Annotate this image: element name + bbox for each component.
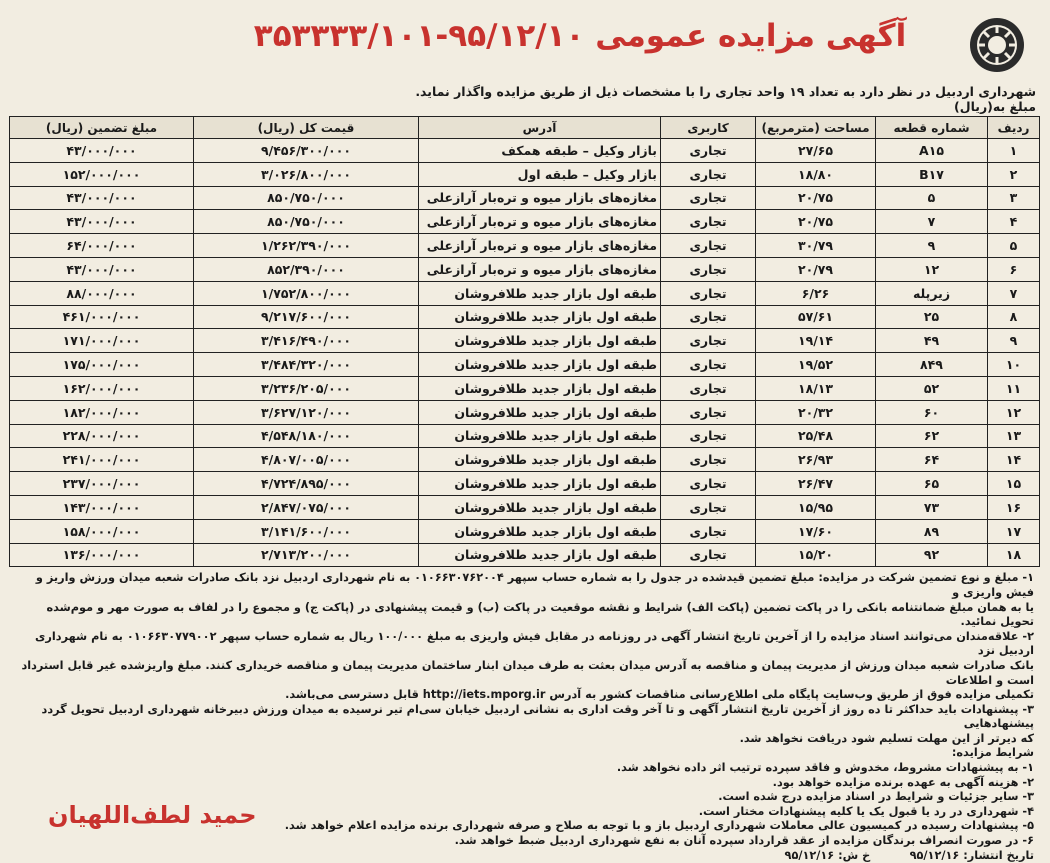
table-row: [10, 495, 1040, 519]
table-cell: ۳: [988, 186, 1040, 210]
table-cell: تجاری: [661, 210, 756, 234]
table-cell: ۲۰/۷۵: [756, 210, 876, 234]
table-cell: ۱۸/۱۳: [756, 376, 876, 400]
table-cell: ۱/۷۵۲/۸۰۰/۰۰۰: [194, 281, 419, 305]
table-cell: ۳/۲۳۶/۲۰۵/۰۰۰: [194, 376, 419, 400]
table-cell: ۹۲: [876, 543, 988, 567]
table-cell: ۵: [876, 186, 988, 210]
table-cell: مغازه‌های بازار میوه و تره‌بار آرازعلی: [419, 234, 661, 258]
table-cell: مغازه‌های بازار میوه و تره‌بار آرازعلی: [419, 257, 661, 281]
table-cell: B۱۷: [876, 162, 988, 186]
column-header: مبلغ تضمین (ریال): [10, 117, 194, 139]
table-cell: ۲۲۸/۰۰۰/۰۰۰: [10, 424, 194, 448]
intro-text: [10, 84, 1040, 114]
table-cell: ۶۴/۰۰۰/۰۰۰: [10, 234, 194, 258]
table-row: [10, 543, 1040, 567]
notice-header: [10, 8, 1040, 70]
table-cell: ۴/۷۲۴/۸۹۵/۰۰۰: [194, 472, 419, 496]
table-row: [10, 376, 1040, 400]
table-cell: ۱: [988, 139, 1040, 163]
table-cell: ۳/۶۲۷/۱۲۰/۰۰۰: [194, 400, 419, 424]
table-row: [10, 186, 1040, 210]
column-header: شماره قطعه: [876, 117, 988, 139]
table-cell: ۱۵: [988, 472, 1040, 496]
table-cell: ۲۰/۷۵: [756, 186, 876, 210]
note-line: ۱- مبلغ و نوع تضمین شرکت در مزایده: مبلغ تضمین قیدشده در جدول را به شماره حساب سپهر ۰۱۰۶۶۳۰۷۶۲۰۰۴ به نام شهرداری اردبیل نزد بانک صادرات شعبه میدان ورزش واریز و فیش واریزی و: [35, 571, 1034, 599]
table-cell: ۱۹/۱۴: [756, 329, 876, 353]
table-cell: ۲۵/۴۸: [756, 424, 876, 448]
table-cell: ۴/۵۴۸/۱۸۰/۰۰۰: [194, 424, 419, 448]
table-cell: ۱۴۳/۰۰۰/۰۰۰: [10, 495, 194, 519]
note-line: ۵- پیشنهادات رسیده در کمیسیون عالی معاملات شهرداری اردبیل باز و با توجه به صلاح و صرفه شهرداری برنده مزایده اعلام خواهد شد.: [284, 819, 1034, 833]
note-line: ۶- در صورت انصراف برندگان مزایده از عقد قرارداد سپرده آنان به نفع شهرداری اردبیل ضبط خواهد شد.: [454, 834, 1034, 848]
table-cell: ۹/۴۵۶/۳۰۰/۰۰۰: [194, 139, 419, 163]
table-cell: تجاری: [661, 305, 756, 329]
table-row: [10, 281, 1040, 305]
note-line: که دیرتر از این مهلت تسلیم شود دریافت نخواهد شد.: [739, 731, 1034, 745]
table-cell: ۳/۱۴۱/۶۰۰/۰۰۰: [194, 519, 419, 543]
table-cell: تجاری: [661, 162, 756, 186]
table-cell: ۸۸/۰۰۰/۰۰۰: [10, 281, 194, 305]
table-cell: مغازه‌های بازار میوه و تره‌بار آرازعلی: [419, 186, 661, 210]
publish-date: تاریخ انتشار: ۹۵/۱۲/۱۶: [909, 848, 1034, 862]
table-cell: طبقه اول بازار جدید طلافروشان: [419, 519, 661, 543]
table-cell: ۱۸/۸۰: [756, 162, 876, 186]
table-cell: تجاری: [661, 329, 756, 353]
table-cell: تجاری: [661, 424, 756, 448]
table-cell: ۴۶۱/۰۰۰/۰۰۰: [10, 305, 194, 329]
table-cell: ۱۷/۶۰: [756, 519, 876, 543]
table-cell: ۲/۸۴۷/۰۷۵/۰۰۰: [194, 495, 419, 519]
table-cell: ۱۳۶/۰۰۰/۰۰۰: [10, 543, 194, 567]
table-cell: ۲: [988, 162, 1040, 186]
table-cell: زیرپله: [876, 281, 988, 305]
table-cell: ۱۴: [988, 448, 1040, 472]
table-cell: ۷۳: [876, 495, 988, 519]
note-line: ۲- هزینه آگهی به عهده برنده مزایده خواهد بود.: [772, 775, 1034, 789]
note-line: ۱- به پیشنهادات مشروط، مخدوش و فاقد سپرده ترتیب اثر داده نخواهد شد.: [616, 761, 1034, 775]
lots-table: [9, 116, 1040, 567]
table-row: [10, 353, 1040, 377]
table-cell: ۲/۷۱۳/۲۰۰/۰۰۰: [194, 543, 419, 567]
unit-note: مبلغ به(ریال): [954, 99, 1036, 114]
table-row: [10, 305, 1040, 329]
table-cell: ۸۵۰/۷۵۰/۰۰۰: [194, 210, 419, 234]
table-cell: تجاری: [661, 472, 756, 496]
note-line: ۳- سایر جزئیات و شرایط در اسناد مزایده درج شده است.: [718, 790, 1034, 804]
table-cell: تجاری: [661, 281, 756, 305]
table-cell: ۲۵: [876, 305, 988, 329]
table-cell: طبقه اول بازار جدید طلافروشان: [419, 305, 661, 329]
note-line: ۳- پیشنهادات باید حداکثر تا ده روز از آخرین تاریخ انتشار آگهی و تا آخر وقت اداری به نشانی اردبیل خیابان سی‌ام تیر نرسیده به میدان ورزش دبیرخانه شهرداری اردبیل تحویل گردد پیشنهادهایی: [41, 702, 1034, 731]
table-row: [10, 472, 1040, 496]
table-cell: ۸۵۰/۷۵۰/۰۰۰: [194, 186, 419, 210]
table-row: [10, 162, 1040, 186]
table-cell: بازار وکیل – طبقه همکف: [419, 139, 661, 163]
table-cell: طبقه اول بازار جدید طلافروشان: [419, 376, 661, 400]
table-cell: ۵۷/۶۱: [756, 305, 876, 329]
table-cell: ۱۷: [988, 519, 1040, 543]
table-cell: ۱۵/۲۰: [756, 543, 876, 567]
intro-line: شهرداری اردبیل در نظر دارد به تعداد ۱۹ واحد تجاری را با مشخصات ذیل از طریق مزایده واگذار نماید.: [415, 84, 1036, 99]
table-cell: ۸۴۹: [876, 353, 988, 377]
table-row: [10, 234, 1040, 258]
table-row: [10, 519, 1040, 543]
table-cell: ۱۵۸/۰۰۰/۰۰۰: [10, 519, 194, 543]
table-cell: ۱۸۲/۰۰۰/۰۰۰: [10, 400, 194, 424]
table-cell: ۱۳: [988, 424, 1040, 448]
table-cell: طبقه اول بازار جدید طلافروشان: [419, 329, 661, 353]
table-cell: ۳/۴۸۴/۳۲۰/۰۰۰: [194, 353, 419, 377]
table-cell: ۴: [988, 210, 1040, 234]
note-line: ۲- علاقه‌مندان می‌توانند اسناد مزایده را از آخرین تاریخ انتشار آگهی در روزنامه در مقابل فیش واریزی به مبلغ ۱۰۰/۰۰۰ ریال به شماره حساب سپهر ۰۱۰۶۶۳۰۷۷۹۰۰۲ به نام شهرداری اردبیل نزد: [35, 629, 1034, 658]
table-cell: ۱۲: [988, 400, 1040, 424]
signatory-name: حمید لطف‌اللهیان: [48, 801, 257, 830]
note-line: ۴- شهرداری در رد یا قبول یک یا کلیه پیشنهادات مختار است.: [698, 804, 1034, 818]
table-cell: ۴۳/۰۰۰/۰۰۰: [10, 210, 194, 234]
table-cell: ۲۴۱/۰۰۰/۰۰۰: [10, 448, 194, 472]
column-header: آدرس: [419, 117, 661, 139]
table-cell: طبقه اول بازار جدید طلافروشان: [419, 495, 661, 519]
table-cell: ۷: [876, 210, 988, 234]
table-cell: تجاری: [661, 186, 756, 210]
notice-title: آگهی مزایده عمومی ۹۵/۱۲/۱۰-۳۵۳۳۳۳/۱۰۱: [253, 18, 907, 54]
table-cell: طبقه اول بازار جدید طلافروشان: [419, 448, 661, 472]
table-cell: تجاری: [661, 234, 756, 258]
table-cell: طبقه اول بازار جدید طلافروشان: [419, 281, 661, 305]
table-row: [10, 257, 1040, 281]
municipality-emblem-icon: [970, 18, 1024, 72]
table-cell: ۹: [988, 329, 1040, 353]
table-cell: مغازه‌های بازار میوه و تره‌بار آرازعلی: [419, 210, 661, 234]
note-line: شرایط مزایده:: [951, 746, 1034, 760]
table-cell: ۲۰/۷۹: [756, 257, 876, 281]
note-line: بانک صادرات شعبه میدان ورزش از مدیریت پیمان و مناقصه به آدرس میدان بعثت به طرف میدان ابنار ساختمان مدیریت پیمان و مناقصه خریداری کنند. مبلغ واریزشده غیر قابل استرداد است و اطلاعات: [21, 658, 1034, 687]
table-cell: تجاری: [661, 376, 756, 400]
table-row: [10, 424, 1040, 448]
table-cell: طبقه اول بازار جدید طلافروشان: [419, 543, 661, 567]
table-cell: ۱۵۲/۰۰۰/۰۰۰: [10, 162, 194, 186]
table-cell: ۶۵: [876, 472, 988, 496]
table-header-row: [10, 117, 1040, 139]
table-cell: ۵۲: [876, 376, 988, 400]
publish-date-line: [16, 849, 1034, 863]
table-row: [10, 139, 1040, 163]
table-cell: ۱۰: [988, 353, 1040, 377]
table-cell: ۸۵۲/۳۹۰/۰۰۰: [194, 257, 419, 281]
table-cell: ۱۵/۹۵: [756, 495, 876, 519]
table-cell: ۶۰: [876, 400, 988, 424]
table-cell: ۴۳/۰۰۰/۰۰۰: [10, 186, 194, 210]
note-line: تکمیلی مزایده فوق از طریق وب‌سایت پایگاه ملی اطلاع‌رسانی مناقصات کشور به آدرس http://iets.mporg.ir قابل دسترسی می‌باشد.: [285, 688, 1034, 702]
table-cell: ۴/۸۰۷/۰۰۵/۰۰۰: [194, 448, 419, 472]
column-header: ردیف: [988, 117, 1040, 139]
table-cell: ۴۳/۰۰۰/۰۰۰: [10, 257, 194, 281]
table-cell: تجاری: [661, 257, 756, 281]
table-cell: طبقه اول بازار جدید طلافروشان: [419, 472, 661, 496]
table-cell: ۴۳/۰۰۰/۰۰۰: [10, 139, 194, 163]
table-cell: ۳/۰۲۶/۸۰۰/۰۰۰: [194, 162, 419, 186]
table-cell: ۱۶: [988, 495, 1040, 519]
table-cell: ۲۶/۹۳: [756, 448, 876, 472]
table-cell: تجاری: [661, 543, 756, 567]
column-header: کاربری: [661, 117, 756, 139]
table-cell: ۶: [988, 257, 1040, 281]
table-cell: ۲۷/۶۵: [756, 139, 876, 163]
table-cell: تجاری: [661, 519, 756, 543]
table-cell: ۲۳۷/۰۰۰/۰۰۰: [10, 472, 194, 496]
table-cell: ۹/۲۱۷/۶۰۰/۰۰۰: [194, 305, 419, 329]
table-cell: ۱/۲۶۲/۳۹۰/۰۰۰: [194, 234, 419, 258]
table-row: [10, 448, 1040, 472]
table-cell: ۳۰/۷۹: [756, 234, 876, 258]
table-row: [10, 329, 1040, 353]
table-cell: ۲۰/۳۲: [756, 400, 876, 424]
table-cell: تجاری: [661, 139, 756, 163]
table-cell: تجاری: [661, 353, 756, 377]
table-cell: ۳/۴۱۶/۴۹۰/۰۰۰: [194, 329, 419, 353]
table-cell: تجاری: [661, 448, 756, 472]
table-cell: تجاری: [661, 400, 756, 424]
table-cell: ۱۱: [988, 376, 1040, 400]
table-cell: بازار وکیل – طبقه اول: [419, 162, 661, 186]
table-cell: ۹: [876, 234, 988, 258]
table-cell: طبقه اول بازار جدید طلافروشان: [419, 424, 661, 448]
table-cell: طبقه اول بازار جدید طلافروشان: [419, 400, 661, 424]
column-header: قیمت کل (ریال): [194, 117, 419, 139]
table-cell: ۲۶/۴۷: [756, 472, 876, 496]
table-cell: ۱۷۵/۰۰۰/۰۰۰: [10, 353, 194, 377]
table-cell: ۶۲: [876, 424, 988, 448]
note-line: یا به همان مبلغ ضمانتنامه بانکی را در پاکت تضمین (پاکت الف) شرایط و نقشه موقعیت در پاکت (ب) و قیمت پیشنهادی در (پاکت ج) و مجموع را در لفاف به صورت مهر و موم‌شده تحویل نمائید.: [46, 600, 1034, 629]
table-cell: ۸: [988, 305, 1040, 329]
table-cell: ۱۸: [988, 543, 1040, 567]
table-cell: ۵: [988, 234, 1040, 258]
table-row: [10, 210, 1040, 234]
notice-code: خ ش: ۹۵/۱۲/۱۶: [784, 848, 871, 862]
table-cell: ۱۹/۵۲: [756, 353, 876, 377]
table-cell: ۶/۲۶: [756, 281, 876, 305]
table-cell: تجاری: [661, 495, 756, 519]
table-cell: ۷: [988, 281, 1040, 305]
table-cell: طبقه اول بازار جدید طلافروشان: [419, 353, 661, 377]
table-cell: ۱۲: [876, 257, 988, 281]
table-cell: ۱۶۲/۰۰۰/۰۰۰: [10, 376, 194, 400]
table-cell: A۱۵: [876, 139, 988, 163]
table-cell: ۶۴: [876, 448, 988, 472]
table-row: [10, 400, 1040, 424]
table-cell: ۱۷۱/۰۰۰/۰۰۰: [10, 329, 194, 353]
table-cell: ۴۹: [876, 329, 988, 353]
table-cell: ۸۹: [876, 519, 988, 543]
column-header: مساحت (مترمربع): [756, 117, 876, 139]
